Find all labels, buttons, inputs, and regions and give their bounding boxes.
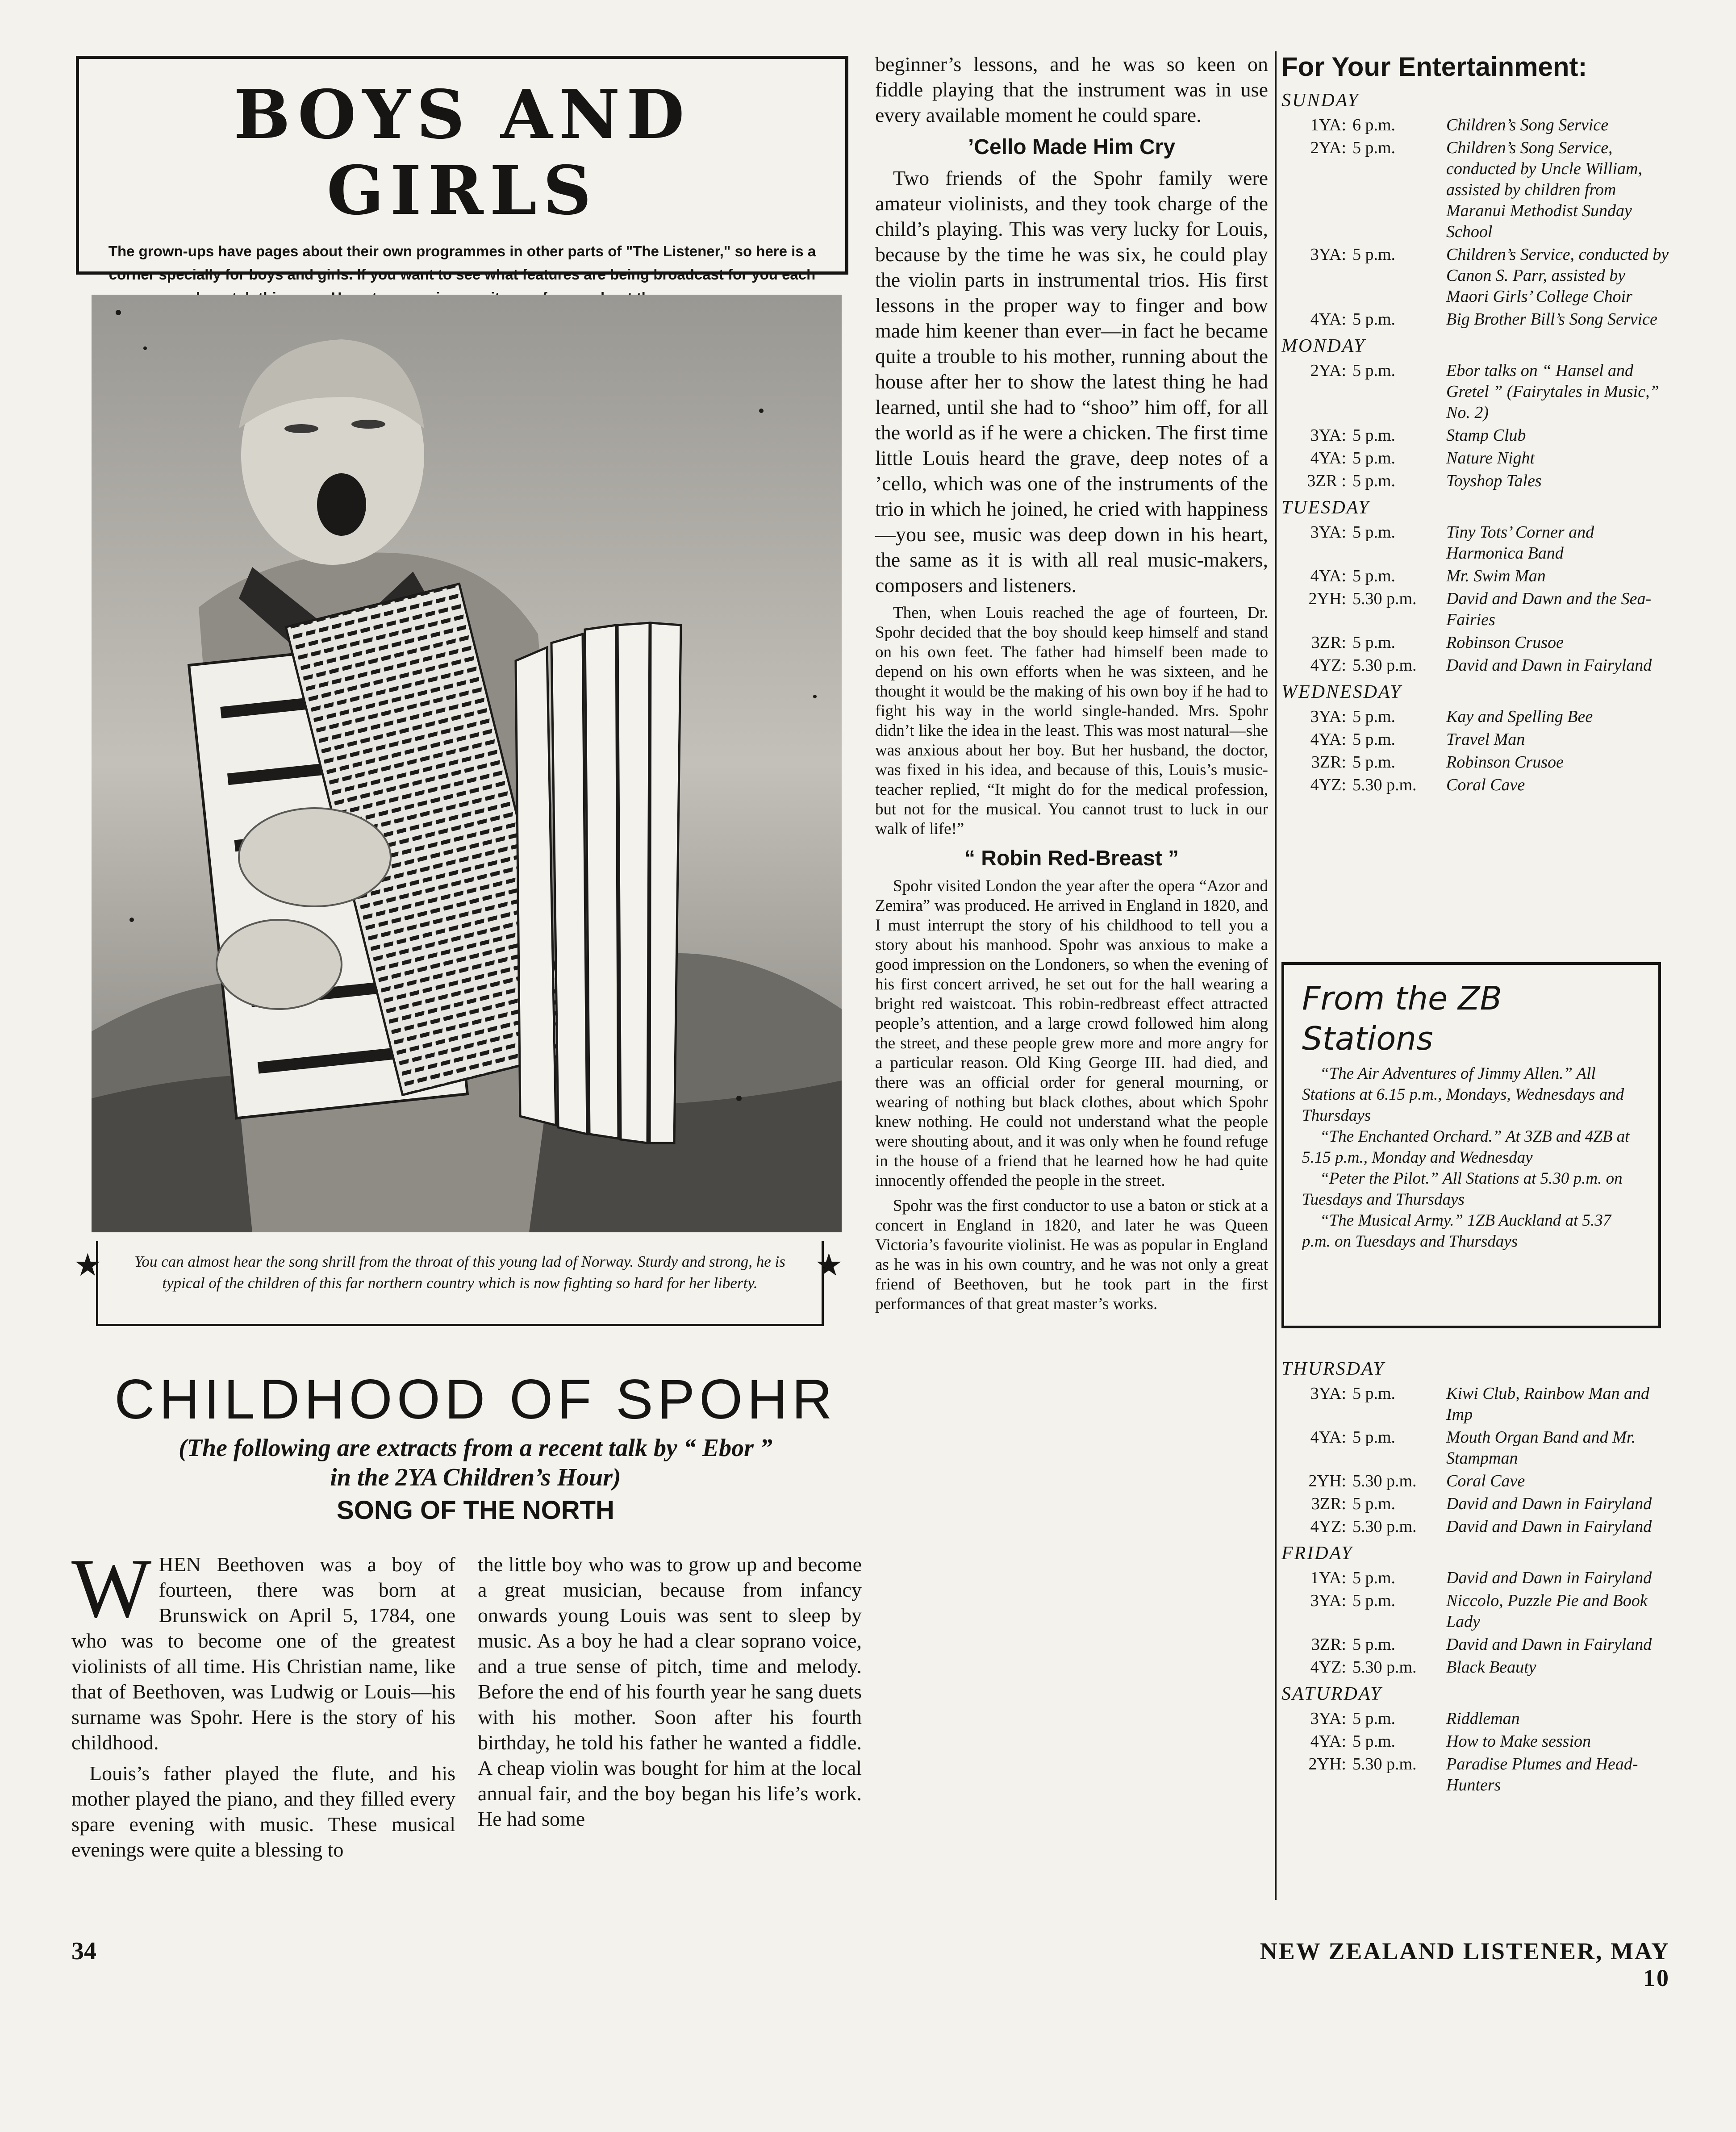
station-code: 3YA: [1310,707,1346,726]
station-code: 3YA: [1310,245,1346,264]
station-code: 3YA: [1310,1384,1346,1403]
article-subtitle [71,1433,880,1492]
listings-title: For Your Entertainment: [1281,52,1587,82]
station-code: 4YA: [1310,310,1346,329]
programme-title: Coral Cave [1446,1472,1525,1490]
day-section [1281,680,1670,796]
programme-time: 5 p.m. [1352,1591,1396,1610]
programme-time: 5 p.m. [1352,471,1396,490]
programme-row [1281,309,1670,330]
programme-time: 5.30 p.m. [1352,1517,1417,1536]
programme-time: 5.30 p.m. [1352,1658,1417,1677]
programme-row [1281,1708,1670,1729]
programme-title: Niccolo, Puzzle Pie and Book Lady [1446,1591,1648,1631]
programme-row [1281,1383,1670,1425]
programme-time: 5.30 p.m. [1352,589,1417,608]
day-section [1281,334,1670,492]
listings-days-top [1281,89,1670,796]
article-paragraph: Spohr was the first conductor to use a baton or stick at a concert in England in 1820, and later he was Queen Victoria’s favourite violinist. He was as popular in England as he was in his own country, and he was not only a great friend of Beethoven, but he took part in the first performances of that great master’s works. [875,1197,1268,1313]
programme-title: Robinson Crusoe [1446,633,1564,652]
programme-time: 5 p.m. [1352,426,1396,445]
day-heading: MONDAY [1281,336,1366,356]
station-code: 3YA: [1310,1591,1346,1610]
star-icon: ★ [815,1248,843,1283]
programme-title: Children’s Service, conducted by Canon S. Parr, assisted by Maori Girls’ College Choir [1446,245,1669,306]
day-heading: WEDNESDAY [1281,682,1402,702]
programme-time: 5 p.m. [1352,753,1396,772]
accordion-boy-illustration [92,295,842,1232]
programme-row [1281,706,1670,727]
programme-time: 5 p.m. [1352,1494,1396,1513]
station-code: 4YA: [1310,730,1346,749]
programme-time: 5 p.m. [1352,730,1396,749]
programme-title: Children’s Song Service [1446,116,1609,134]
station-code: 1YA: [1310,1569,1346,1587]
station-code: 3YA: [1310,523,1346,542]
programme-title: Kay and Spelling Bee [1446,707,1593,726]
day-heading: FRIDAY [1281,1543,1353,1564]
article-paragraph [71,1552,455,1755]
programme-row [1281,655,1670,676]
programme-time: 5.30 p.m. [1352,1755,1417,1773]
station-code: 1YA: [1310,116,1346,134]
day-heading: THURSDAY [1281,1359,1385,1379]
page-number: 34 [71,1937,96,1965]
day-section [1281,496,1670,676]
day-section [1281,1542,1670,1678]
station-code: 3ZR: [1311,753,1346,772]
station-code: 4YZ: [1310,1658,1346,1677]
station-code: 3YA: [1310,1709,1346,1728]
article-column-2 [478,1552,862,1936]
programme-row [1281,360,1670,423]
magazine-footer: NEW ZEALAND LISTENER, MAY 10 [1260,1938,1670,1991]
programme-title: Coral Cave [1446,776,1525,794]
programme-title: How to Make session [1446,1732,1591,1751]
programme-title: David and Dawn in Fairyland [1446,1494,1652,1513]
programme-title: Black Beauty [1446,1658,1536,1677]
programme-row [1281,1634,1670,1655]
station-code: 2YH: [1308,1472,1346,1490]
station-code: 3ZR : [1307,471,1346,490]
day-heading: SUNDAY [1281,90,1360,111]
programme-time: 5 p.m. [1352,361,1396,380]
programme-title: Big Brother Bill’s Song Service [1446,310,1657,329]
article-paragraph: the little boy who was to grow up and become a great musician, because from infancy onwards young Louis was sent to sleep by music. As a boy he had a clear soprano voice, and a true sense of pitch, time and melody. Before the end of his fourth year he sang duets with his mother. Soon after his fourth birthday, he told his father he wanted a fiddle. A cheap violin was bought for him at the local annual fair, and the boy began his life’s work. He had some [478,1553,862,1830]
programme-title: Robinson Crusoe [1446,753,1564,772]
day-section [1281,1357,1670,1537]
station-code: 4YZ: [1310,1517,1346,1536]
photo-boy-accordion [92,295,842,1232]
station-code: 4YA: [1310,1428,1346,1447]
station-code: 2YA: [1310,138,1346,157]
programme-row [1281,522,1670,564]
zb-programme: “The Enchanted Orchard.” At 3ZB and 4ZB at 5.15 p.m., Monday and Wednesday [1302,1127,1630,1167]
programme-row [1281,448,1670,469]
programme-row [1281,1427,1670,1469]
column-divider [1275,51,1277,1900]
station-code: 4YA: [1310,449,1346,467]
programme-title: Ebor talks on “ Hansel and Gretel ” (Fairytales in Music,” No. 2) [1446,361,1659,422]
zb-programme: “The Air Adventures of Jimmy Allen.” All Stations at 6.15 p.m., Mondays, Wednesdays and Thursdays [1302,1064,1624,1125]
day-section [1281,89,1670,330]
entertainment-listings-continued [1281,1353,1670,1902]
zb-stations-box [1281,962,1661,1328]
zb-title: From the ZB Stations [1302,980,1502,1057]
programme-row [1281,244,1670,307]
programme-title: Travel Man [1446,730,1525,749]
programme-time: 5 p.m. [1352,1635,1396,1654]
programme-row [1281,632,1670,653]
station-code: 3YA: [1310,426,1346,445]
programme-row [1281,1754,1670,1796]
listings-days-bottom [1281,1357,1670,1796]
programme-time: 5 p.m. [1352,245,1396,264]
programme-title: David and Dawn in Fairyland [1446,1517,1652,1536]
programme-row [1281,1516,1670,1537]
station-code: 3ZR: [1311,633,1346,652]
section-title: BOYS AND GIRLS [234,75,691,230]
programme-title: Mouth Organ Band and Mr. Stampman [1446,1428,1636,1468]
programme-time: 6 p.m. [1352,116,1396,134]
programme-title: Tiny Tots’ Corner and Harmonica Band [1446,523,1594,563]
zb-programme: “Peter the Pilot.” All Stations at 5.30 p.m. on Tuesdays and Thursdays [1302,1169,1623,1209]
zb-items [1302,1063,1640,1252]
programme-title: David and Dawn in Fairyland [1446,1635,1652,1654]
programme-title: Mr. Swim Man [1446,567,1546,585]
section-intro: The grown-ups have pages about their own programmes in other parts of "The Listener," so here is a corner specially for boys and girls. If you want to see what features are being broadcast for you each [108,243,816,283]
programme-title: Nature Night [1446,449,1535,467]
programme-row [1281,1731,1670,1752]
programme-row [1281,1657,1670,1678]
programme-time: 5 p.m. [1352,1709,1396,1728]
programme-row [1281,1471,1670,1492]
station-code: 4YZ: [1310,656,1346,675]
programme-title: Kiwi Club, Rainbow Man and Imp [1446,1384,1649,1424]
subheading-cello: ’Cello Made Him Cry [968,135,1176,159]
article-paragraph: Louis’s father played the flute, and his mother played the piano, and they filled every spare evening with music. These musical evenings were quite a blessing to [71,1762,455,1861]
article-paragraph: Spohr visited London the year after the opera “Azor and Zemira” was produced. He arrived in England in 1820, and I must interrupt the story of his childhood to tell you a story about his manhood. Spohr was anxious to make a good impression on the Londoners, so when the evening of his first concert arrived, he set out for the hall wearing a bright red waistcoat. This robin-redbreast effect attracted people’s attention, and a large crowd followed him along the street, and these people grew more and more angry for a particular reason. Old King George III. had died, and there was an official order for general mourning, or wearing of nothing but black clothes, about which Spohr knew nothing. He could not understand what the people were shouting about, and it was only when he found refuge in the house of a friend that he learned how he had quite innocently offended the people in the street. [875,877,1268,1190]
programme-time: 5 p.m. [1352,449,1396,467]
programme-time: 5 p.m. [1352,1384,1396,1403]
programme-row [1281,775,1670,796]
programme-time: 5 p.m. [1352,1428,1396,1447]
programme-time: 5 p.m. [1352,310,1396,329]
programme-row [1281,425,1670,446]
article-paragraph: beginner’s lessons, and he was so keen on fiddle playing that the instrument was in use every available moment he could spare. [875,53,1268,126]
section-heading: SONG OF THE NORTH [337,1496,614,1525]
station-code: 2YH: [1308,589,1346,608]
programme-time: 5 p.m. [1352,633,1396,652]
programme-row [1281,1568,1670,1589]
article-column-3 [875,51,1268,1944]
subheading-robin: “ Robin Red-Breast ” [964,847,1179,870]
programme-time: 5 p.m. [1352,567,1396,585]
article-title: CHILDHOOD OF SPOHR [114,1368,837,1431]
programme-title: Stamp Club [1446,426,1526,445]
programme-row [1281,115,1670,136]
station-code: 2YA: [1310,361,1346,380]
article-subtitle-line: (The following are extracts from a recent talk by “ Ebor ” [179,1434,772,1462]
programme-time: 5 p.m. [1352,1732,1396,1751]
programme-time: 5.30 p.m. [1352,656,1417,675]
programme-row [1281,471,1670,492]
programme-row [1281,566,1670,587]
star-icon: ★ [74,1248,102,1283]
programme-row [1281,588,1670,630]
zb-programme: “The Musical Army.” 1ZB Auckland at 5.37 p.m. on Tuesdays and Thursdays [1302,1211,1611,1251]
programme-title: Children’s Song Service, conducted by Uncle William, assisted by children from Maranui Methodist Sunday School [1446,138,1642,241]
day-heading: SATURDAY [1281,1684,1382,1704]
programme-time: 5 p.m. [1352,707,1396,726]
programme-title: Riddleman [1446,1709,1520,1728]
station-code: 3ZR: [1311,1635,1346,1654]
article-paragraph: Two friends of the Spohr family were amateur violinists, and they took charge of the child’s playing. This was very lucky for Louis, because by the time he was six, he could play the violin parts in instrumental trios. His first lessons in the proper way to finger and bow made him keener than ever—in fact he became quite a trouble to his mother, running about the house after her to show the latest thing he had learned, until she had to “shoo” him off, for all the world as if he were a chicken. The first time little Louis heard the grave, deep notes of a ’cello, which was one of the instruments of the trio in which he joined, he cried with happiness—you see, music was deep down in his heart, the same as it is with all real music-makers, composers and listeners. [875,167,1268,597]
programme-time: 5 p.m. [1352,523,1396,542]
programme-title: David and Dawn in Fairyland [1446,1569,1652,1587]
article-column-1 [71,1552,455,1936]
programme-row [1281,752,1670,773]
drop-cap: W [71,1552,152,1636]
programme-title: Paradise Plumes and Head-Hunters [1446,1755,1638,1794]
programme-time: 5.30 p.m. [1352,776,1417,794]
station-code: 3ZR: [1311,1494,1346,1513]
day-heading: TUESDAY [1281,497,1370,518]
programme-row [1281,729,1670,750]
station-code: 4YA: [1310,567,1346,585]
paragraph-text: HEN Beethoven was a boy of fourteen, there was born at Brunswick on April 5, 1784, one who was to become one of the greatest violinists of all time. His Christian name, like that of Beethoven, was Ludwig or Louis—his surname was Spohr. Here is the story of his childhood. [71,1553,455,1754]
programme-title: David and Dawn in Fairyland [1446,656,1652,675]
programme-time: 5 p.m. [1352,138,1396,157]
station-code: 4YA: [1310,1732,1346,1751]
station-code: 4YZ: [1310,776,1346,794]
programme-title: David and Dawn and the Sea-Fairies [1446,589,1652,629]
programme-time: 5 p.m. [1352,1569,1396,1587]
programme-row [1281,1494,1670,1515]
section-header-box [76,56,848,283]
programme-time: 5.30 p.m. [1352,1472,1417,1490]
programme-title: Toyshop Tales [1446,471,1542,490]
article-paragraph: Then, when Louis reached the age of fourteen, Dr. Spohr decided that the boy should keep himself and stand on his own feet. The father had himself been made to depend on his own efforts when he was sixteen, and he thought it would be the making of his own boy if he had to fight his way in the world single-handed. Mrs. Spohr didn’t like the idea in the least. This was most natural—she was anxious about her boy. But her husband, the doctor, was fixed in his idea, and because of this, Louis’s music-teacher replied, “It might do for the medical profession, but not for the musical. You cannot trust to luck in our walk of life!” [875,604,1268,838]
photo-caption: You can almost hear the song shrill from the throat of this young lad of Norway. Sturdy and strong, he is typical of the children of this far northern country which is now fighting so hard for her liberty. [96,1241,824,1326]
programme-row [1281,1590,1670,1632]
programme-row [1281,138,1670,242]
day-section [1281,1682,1670,1796]
station-code: 2YH: [1308,1755,1346,1773]
article-subtitle-line: in the 2YA Children’s Hour) [330,1464,621,1491]
